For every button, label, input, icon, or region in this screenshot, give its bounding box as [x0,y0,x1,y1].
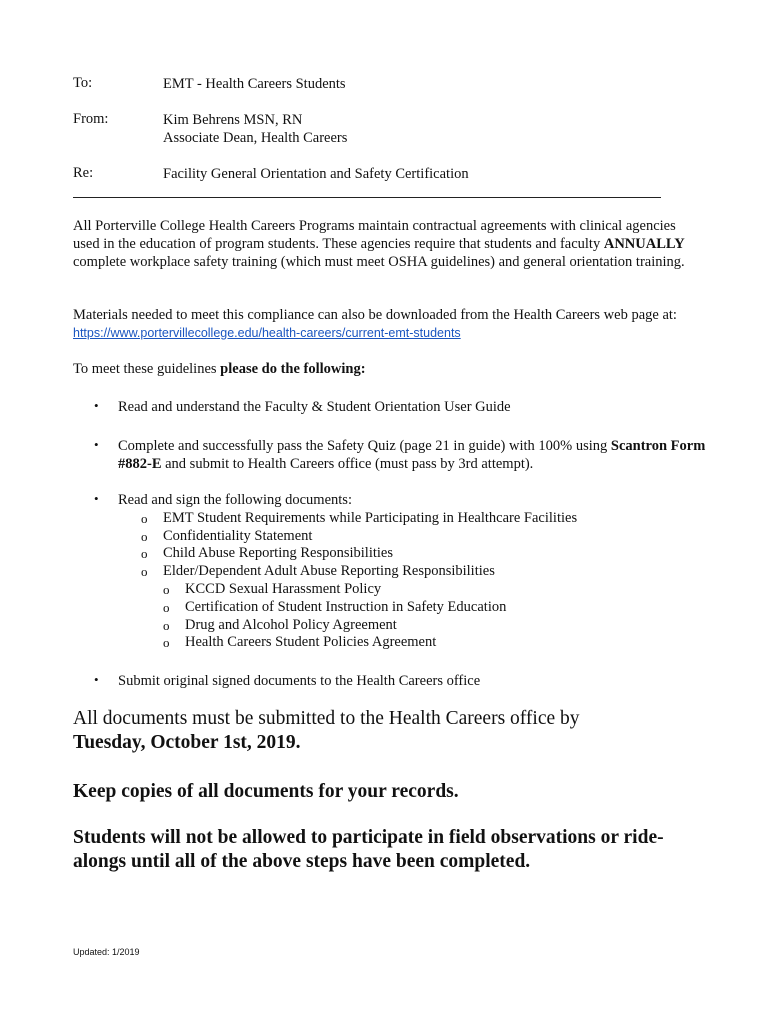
sub-bullet-icon: o [141,511,148,526]
sub-bullet-icon: o [163,600,170,615]
bullet-sign-documents: Read and sign the following documents: [118,492,352,508]
bullet-icon: • [94,491,99,506]
from-label: From: [73,111,109,127]
keep-copies-notice: Keep copies of all documents for your records. [73,781,459,802]
updated-footer: Updated: 1/2019 [73,947,140,957]
bullet-read-guide: Read and understand the Faculty & Student Orientation User Guide [118,399,511,415]
sub-bullet-icon: o [163,635,170,650]
sub-bullet-icon: o [141,564,148,579]
deadline-text: All documents must be submitted to the Health Careers office by [73,708,580,729]
participation-warning [73,826,713,874]
sub-bullet-icon: o [141,529,148,544]
re-label: Re: [73,165,94,181]
header-divider [73,197,661,198]
sub-bullet-icon: o [141,546,148,561]
from-name: Kim Behrens MSN, RN [163,112,303,128]
deadline-date: Tuesday, October 1st, 2019. [73,732,301,753]
warning-line-2: alongs until all of the above steps have been completed. [73,851,531,872]
health-careers-link[interactable]: https://www.portervillecollege.edu/health-careers/current-emt-students [73,325,461,340]
materials-text: Materials needed to meet this compliance can also be downloaded from the Health Careers web page at: [73,307,677,323]
instructions-text: To meet these guidelines [73,361,217,377]
from-title: Associate Dean, Health Careers [163,130,348,146]
instructions-intro [73,361,703,379]
doc-item: Child Abuse Reporting Responsibilities [163,545,393,561]
bullet-submit-originals: Submit original signed documents to the Health Careers office [118,673,481,689]
doc-item: Certification of Student Instruction in Safety Education [185,599,507,615]
bullet-icon: • [94,672,99,687]
intro-text-b: complete workplace safety training (which must meet OSHA guidelines) and general orientation training. [73,253,685,270]
doc-item: Health Careers Student Policies Agreement [185,634,437,650]
bullet-icon: • [94,437,99,452]
to-value: EMT - Health Careers Students [163,76,346,92]
scantron-emphasis: Scantron Form #882-E [118,438,706,472]
warning-line-1: Students will not be allowed to participate in field observations or ride- [73,827,664,848]
bullet-safety-quiz [118,437,708,473]
doc-item: Confidentiality Statement [163,528,313,544]
doc-item: Drug and Alcohol Policy Agreement [185,617,397,633]
sub-bullet-icon: o [163,582,170,597]
doc-item: EMT Student Requirements while Participating in Healthcare Facilities [163,510,578,526]
re-value: Facility General Orientation and Safety Certification [163,166,469,182]
intro-paragraph [73,218,703,271]
doc-item: Elder/Dependent Adult Abuse Reporting Responsibilities [163,563,495,579]
annually-emphasis: ANNUALLY [603,235,685,252]
materials-paragraph [73,307,703,343]
sub-bullet-icon: o [163,618,170,633]
doc-item: KCCD Sexual Harassment Policy [185,581,382,597]
bullet-icon: • [94,398,99,413]
instructions-emphasis: please do the following: [220,361,366,377]
quiz-text-b: and submit to Health Careers office (must pass by 3rd attempt). [165,456,534,472]
to-label: To: [73,75,93,91]
quiz-text-a: Complete and successfully pass the Safety Quiz (page 21 in guide) with 100% using [118,438,608,454]
intro-text-a: All Porterville College Health Careers Programs maintain contractual agreements with clinical agencies used in the education of program students. These agencies require that students and faculty [73,218,676,252]
deadline-notice [73,707,713,755]
